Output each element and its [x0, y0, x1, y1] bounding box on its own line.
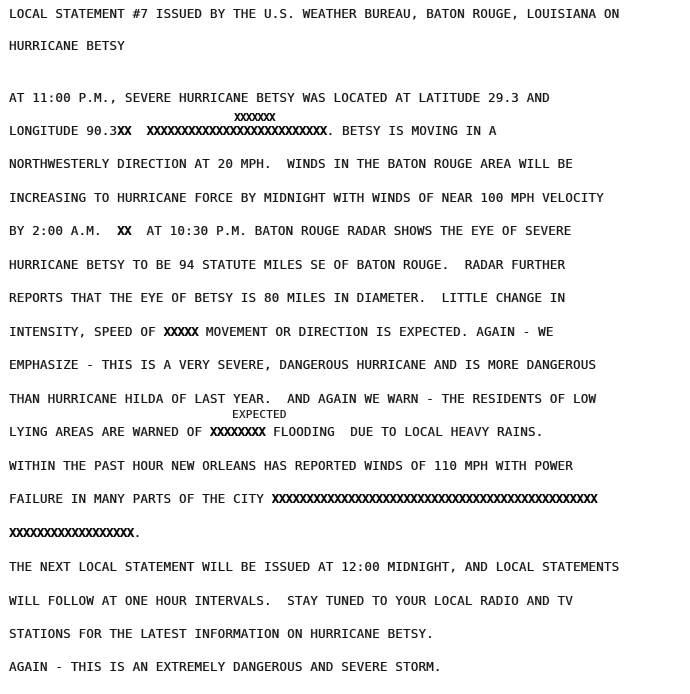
- body-line-4: INCREASING TO HURRICANE FORCE BY MIDNIGHT WITH WINDS OF NEAR 100 MPH VELOCITY: [9, 190, 604, 205]
- closing-line-2: WILL FOLLOW AT ONE HOUR INTERVALS. STAY TUNED TO YOUR LOCAL RADIO AND TV: [9, 593, 573, 608]
- body-line-7: REPORTS THAT THE EYE OF BETSY IS 80 MILES IN DIAMETER. LITTLE CHANGE IN: [9, 290, 566, 305]
- movement-text: . BETSY IS MOVING IN A: [326, 123, 497, 138]
- longitude-text: LONGITUDE 90.3: [9, 123, 118, 138]
- struck-out-text: XXXXXXXXXXXXXXXXXXXXXXXXXXXXXXXXXXXXXXXXXXXXXXX: [271, 491, 598, 506]
- struck-word: XX: [117, 223, 132, 238]
- struck-out-text: XXXXXXXXXXXXXXXXXX: [9, 525, 134, 540]
- body-line-1: AT 11:00 P.M., SEVERE HURRICANE BETSY WAS LOCATED AT LATITUDE 29.3 AND: [9, 90, 550, 105]
- body-line-10: THAN HURRICANE HILDA OF LAST YEAR. AND AGAIN WE WARN - THE RESIDENTS OF LOW: [9, 391, 597, 406]
- body-line-9: EMPHASIZE - THIS IS A VERY SEVERE, DANGEROUS HURRICANE AND IS MORE DANGEROUS: [9, 357, 597, 372]
- struck-insert-above-longitude: XXXXXXX: [234, 111, 275, 124]
- struck-word: XXXXX: [163, 324, 199, 339]
- period: .: [133, 525, 142, 540]
- struck-out-text: XXXXXXXXXXXXXXXXXXXXXXXXXX: [146, 123, 327, 138]
- spacer: [131, 123, 146, 138]
- body-line-13: [9, 493, 597, 506]
- body-line-14: [9, 527, 141, 540]
- closing-line-4: AGAIN - THIS IS AN EXTREMELY DANGEROUS AND SEVERE STORM.: [9, 659, 442, 674]
- closing-line-3: STATIONS FOR THE LATEST INFORMATION ON HURRICANE BETSY.: [9, 626, 434, 641]
- struck-longitude-suffix: XX: [117, 123, 132, 138]
- body-line-2: [9, 125, 497, 138]
- body-line-6: HURRICANE BETSY TO BE 94 STATUTE MILES SE OF BATON ROUGE. RADAR FURTHER: [9, 257, 566, 272]
- statement-heading-line-2: HURRICANE BETSY: [9, 38, 125, 53]
- radar-text: AT 10:30 P.M. BATON ROUGE RADAR SHOWS THE EYE OF SEVERE: [131, 223, 572, 238]
- body-line-5: [9, 225, 571, 238]
- struck-word: XXXXXXXX: [209, 424, 266, 439]
- time-text: BY 2:00 A.M.: [9, 223, 118, 238]
- intensity-text: INTENSITY, SPEED OF: [9, 324, 164, 339]
- body-line-3: NORTHWESTERLY DIRECTION AT 20 MPH. WINDS IN THE BATON ROUGE AREA WILL BE: [9, 156, 573, 171]
- power-failure-text: FAILURE IN MANY PARTS OF THE CITY: [9, 491, 272, 506]
- typed-insert-expected: EXPECTED: [232, 408, 287, 421]
- body-line-11: [9, 426, 543, 439]
- movement-direction-text: MOVEMENT OR DIRECTION IS EXPECTED. AGAIN - WE: [198, 324, 554, 339]
- warning-text: LYING AREAS ARE WARNED OF: [9, 424, 210, 439]
- statement-heading-line-1: LOCAL STATEMENT #7 ISSUED BY THE U.S. WEATHER BUREAU, BATON ROUGE, LOUISIANA ON: [9, 6, 620, 21]
- body-line-8: [9, 326, 554, 339]
- closing-line-1: THE NEXT LOCAL STATEMENT WILL BE ISSUED AT 12:00 MIDNIGHT, AND LOCAL STATEMENTS: [9, 559, 620, 574]
- body-line-12: WITHIN THE PAST HOUR NEW ORLEANS HAS REPORTED WINDS OF 110 MPH WITH POWER: [9, 458, 573, 473]
- flooding-text: FLOODING DUE TO LOCAL HEAVY RAINS.: [265, 424, 544, 439]
